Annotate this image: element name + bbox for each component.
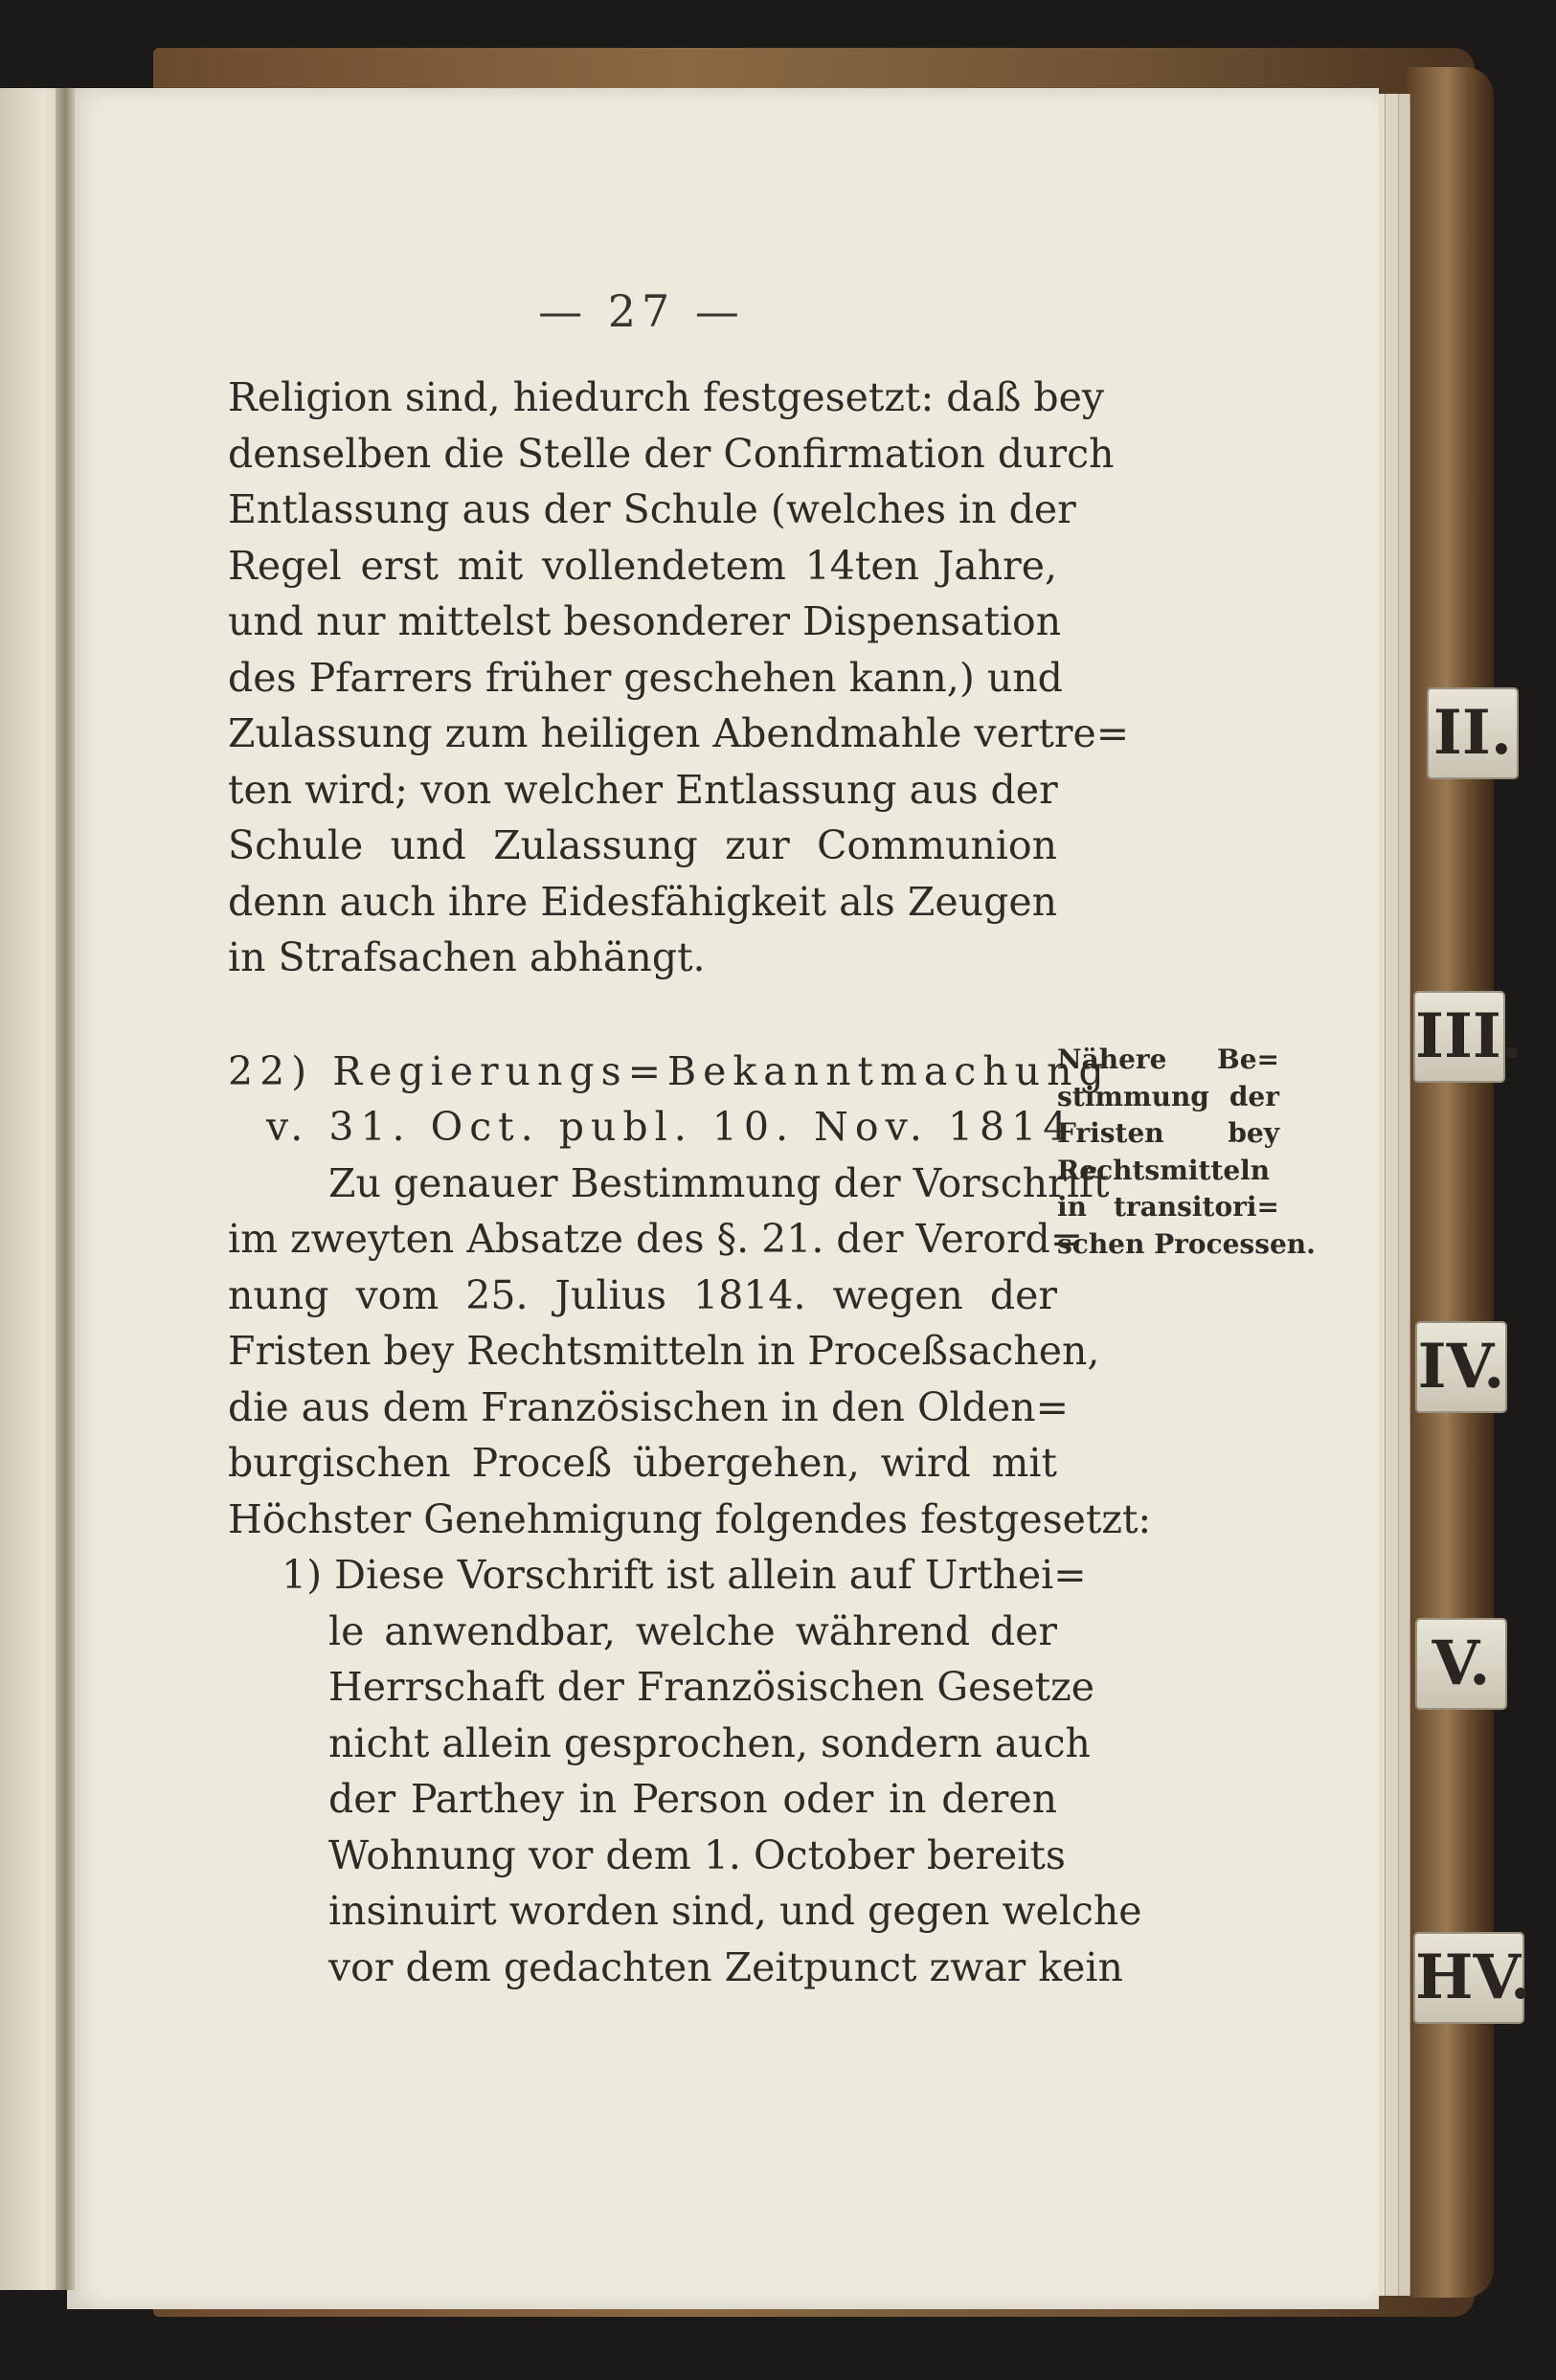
thumb-index-tab[interactable]: IV.: [1415, 1321, 1507, 1413]
list-item-line: Wohnung vor dem 1. October bereits: [328, 1831, 1066, 1878]
list-item-line: le anwendbar, welche während der: [328, 1607, 1057, 1654]
list-item-line: nicht allein gesprochen, sondern auch: [328, 1719, 1091, 1766]
text-line: in Strafsachen abhängt.: [228, 934, 706, 980]
margin-note: [1057, 1042, 1316, 1263]
text-line: ten wird; von welcher Entlassung aus der: [228, 766, 1058, 813]
list-item-line: Herrschaft der Französischen Gesetze: [328, 1664, 1095, 1710]
list-item-line: vor dem gedachten Zeitpunct zwar kein: [328, 1943, 1123, 1990]
thumb-index-tab[interactable]: V.: [1415, 1618, 1507, 1710]
text-line: die aus dem Französischen in den Olden=: [228, 1383, 1069, 1430]
margin-note-line: schen Processen.: [1057, 1227, 1316, 1260]
text-line: Entlassung aus der Schule (welches in der: [228, 486, 1076, 532]
section-date: v. 31. Oct. publ. 10. Nov. 1814.: [266, 1104, 1094, 1150]
text-line: Zulassung zum heiligen Abendmahle vertre=: [228, 710, 1130, 756]
thumb-index-tab[interactable]: III.: [1413, 991, 1505, 1083]
text-line: burgischen Proceß übergehen, wird mit: [228, 1440, 1057, 1486]
margin-note-line: Nähere Be=: [1057, 1044, 1279, 1075]
left-page: [0, 88, 63, 2290]
text-line: denn auch ihre Eidesfähigkeit als Zeugen: [228, 878, 1057, 925]
gutter: [56, 88, 75, 2290]
text-line: Religion sind, hiedurch festgesetzt: daß bey: [228, 374, 1105, 420]
list-item-line: 1) Diese Vorschrift ist allein auf Urthei=: [282, 1552, 1087, 1598]
page-number: — 27 —: [538, 285, 745, 337]
text-line: nung vom 25. Julius 1814. wegen der: [228, 1271, 1057, 1318]
text-line: Schule und Zulassung zur Communion: [228, 822, 1057, 868]
margin-note-line: Rechtsmitteln: [1057, 1154, 1271, 1186]
section-heading: 22) Regierungs=Bekanntmachung: [228, 1047, 1111, 1094]
page-body: [228, 370, 1152, 1995]
text-line: denselben die Stelle der Confirmation durch: [228, 430, 1115, 477]
margin-note-line: in transitori=: [1057, 1191, 1279, 1223]
thumb-index-tab[interactable]: II.: [1427, 687, 1519, 779]
text-line: Zu genauer Bestimmung der Vorschrift: [328, 1159, 1110, 1206]
list-item-line: der Parthey in Person oder in deren: [328, 1776, 1057, 1822]
text-line: des Pfarrers früher geschehen kann,) und: [228, 654, 1063, 701]
list-item-line: insinuirt worden sind, und gegen welche: [328, 1888, 1142, 1934]
text-line: im zweyten Absatze des §. 21. der Verord=: [228, 1216, 1084, 1262]
thumb-index-tab[interactable]: HV.: [1413, 1932, 1524, 2024]
text-line: und nur mittelst besonderer Dispensation: [228, 598, 1062, 644]
text-line: Regel erst mit vollendetem 14ten Jahre,: [228, 542, 1057, 589]
margin-note-line: Fristen bey: [1057, 1117, 1279, 1149]
text-line: Fristen bey Rechtsmitteln in Proceßsachen,: [228, 1328, 1100, 1374]
margin-note-line: stimmung der: [1057, 1080, 1279, 1112]
text-line: Höchster Genehmigung folgendes festgesetzt:: [228, 1495, 1152, 1542]
